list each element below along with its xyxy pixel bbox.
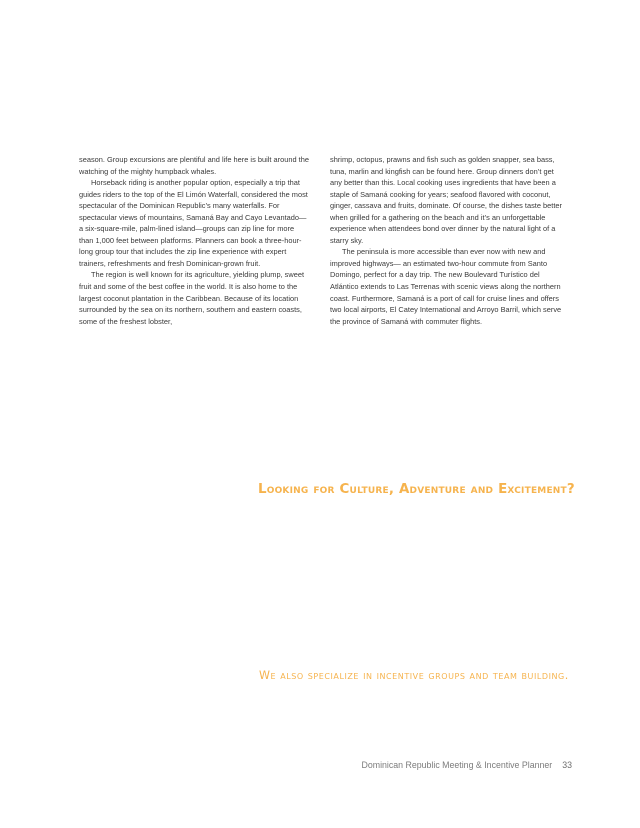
tagline-callout: We also specialize in incentive groups and team building. bbox=[259, 669, 569, 682]
right-paragraph-2: The peninsula is more accessible than ever now with new and improved highways— an estimated two-hour commute from Santo Domingo, perfect for a day trip. The new Boulevard Turístico del Atlántico extends to Las Terrenas with scenic views along the northern coast. Furthermore, Samaná is a port of call for cruise lines and offers two local airports, El Catey International and Arroyo Barril, which serve the province of Samaná with commuter flights. bbox=[330, 247, 562, 326]
left-paragraph-2: Horseback riding is another popular option, especially a trip that guides riders to the top of the El Limón Waterfall, considered the most spectacular of the Dominican Republic’s many waterfalls. For spectacular views of mountains, Samaná Bay and Cayo Levantado—a six-square-mile, palm-lined island—groups can zip line for more than 1,000 feet between platforms. Planners can book a three-hour-long group tour that includes the zip line experience with expert trainers, refreshments and fresh Dominican-grown fruit. bbox=[79, 178, 308, 268]
right-paragraph-1: shrimp, octopus, prawns and fish such as golden snapper, sea bass, tuna, marlin and kingfish can be found here. Group dinners don’t get any better than this. Local cooking uses ingredients that have been a staple of Samaná cooking for years; seafood flavored with coconut, ginger, cassava and fruits, dominate. Of course, the dishes taste better when grilled for a gathering on the beach and it’s an unforgettable experience when attendees bond over dinner by the natural light of a starry sky. bbox=[330, 155, 563, 245]
page-footer bbox=[362, 760, 573, 770]
right-text-column bbox=[330, 154, 562, 327]
left-paragraph-3: The region is well known for its agriculture, yielding plump, sweet fruit and some of the best coffee in the world. It is also home to the largest coconut plantation in the Caribbean. Because of its location surrounded by the sea on its northern, southern and eastern coasts, some of the freshest lobster, bbox=[79, 270, 305, 326]
publication-title: Dominican Republic Meeting & Incentive Planner bbox=[361, 760, 553, 770]
headline-callout: Looking for Culture, Adventure and Excitement? bbox=[258, 482, 575, 497]
left-paragraph-1: season. Group excursions are plentiful and life here is built around the watching of the mighty humpback whales. bbox=[79, 155, 309, 176]
page-number: 33 bbox=[562, 760, 572, 770]
left-text-column bbox=[79, 154, 310, 327]
